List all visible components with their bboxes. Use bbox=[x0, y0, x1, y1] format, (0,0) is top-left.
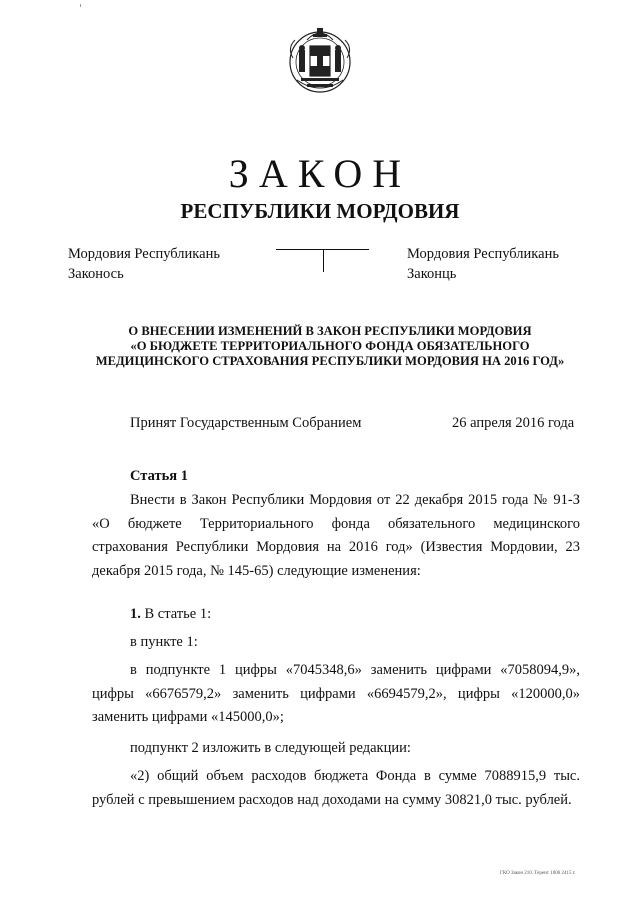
erzya-caption-line2: Законць bbox=[407, 266, 457, 282]
adopted-date: 26 апреля 2016 года bbox=[452, 415, 575, 431]
coat-of-arms-icon bbox=[279, 18, 361, 98]
subpoint-2-text: «2) общий объем расходов бюджета Фонда в сумме 7088915,9 тыс. рублей с превышением расходов над доходами на сумму 30821,0 тыс. рублей. bbox=[92, 768, 580, 808]
item-1-number: 1. bbox=[130, 606, 141, 622]
erzya-caption bbox=[407, 244, 559, 284]
adopted-by: Принят Государственным Собранием bbox=[130, 415, 362, 431]
law-number-tick bbox=[323, 250, 324, 272]
moksha-caption-line1: Мордовия Республикань bbox=[68, 246, 220, 262]
erzya-caption-line1: Мордовия Республикань bbox=[407, 246, 559, 262]
item-1-text: В статье 1: bbox=[140, 606, 212, 622]
subpoint-1: в подпункте 1 цифры «7045348,6» заменить цифрами «7058094,9», цифры «6676579,2» заменить цифрами «6694579,2», цифры «120000,0» заменить цифрами «145000,0»; bbox=[92, 662, 580, 726]
document-heading-line3: МЕДИЦИНСКОГО СТРАХОВАНИЯ РЕСПУБЛИКИ МОРДОВИЯ НА 2016 ГОД» bbox=[95, 354, 565, 368]
item-1 bbox=[92, 603, 580, 627]
subpoint-2-intro: подпункт 2 изложить в следующей редакции: bbox=[130, 740, 411, 756]
law-title: ЗАКОН bbox=[228, 151, 412, 196]
article-title: Статья 1 bbox=[130, 468, 188, 484]
law-subtitle: РЕСПУБЛИКИ МОРДОВИЯ bbox=[180, 199, 460, 223]
document-heading-line2: «О БЮДЖЕТЕ ТЕРРИТОРИАЛЬНОГО ФОНДА ОБЯЗАТЕЛЬНОГО bbox=[130, 339, 530, 353]
moksha-caption bbox=[68, 244, 220, 284]
footer-code: ГКО Закон 210. Терент 1006 2415 г. bbox=[500, 871, 576, 876]
moksha-caption-line2: Законось bbox=[68, 266, 124, 282]
scan-speck bbox=[80, 4, 81, 7]
point-1: в пункте 1: bbox=[130, 634, 198, 650]
document-heading-line1: О ВНЕСЕНИИ ИЗМЕНЕНИЙ В ЗАКОН РЕСПУБЛИКИ МОРДОВИЯ bbox=[128, 324, 532, 338]
intro-paragraph: Внести в Закон Республики Мордовия от 22 декабря 2015 года № 91-З «О бюджете Территориального фонда обязательного медицинского страхования Республики Мордовия на 2016 год» (Известия Мордовии, 23 декабря 2015 года, № 145-65) следующие изменения: bbox=[92, 492, 580, 579]
document-heading bbox=[60, 324, 600, 369]
